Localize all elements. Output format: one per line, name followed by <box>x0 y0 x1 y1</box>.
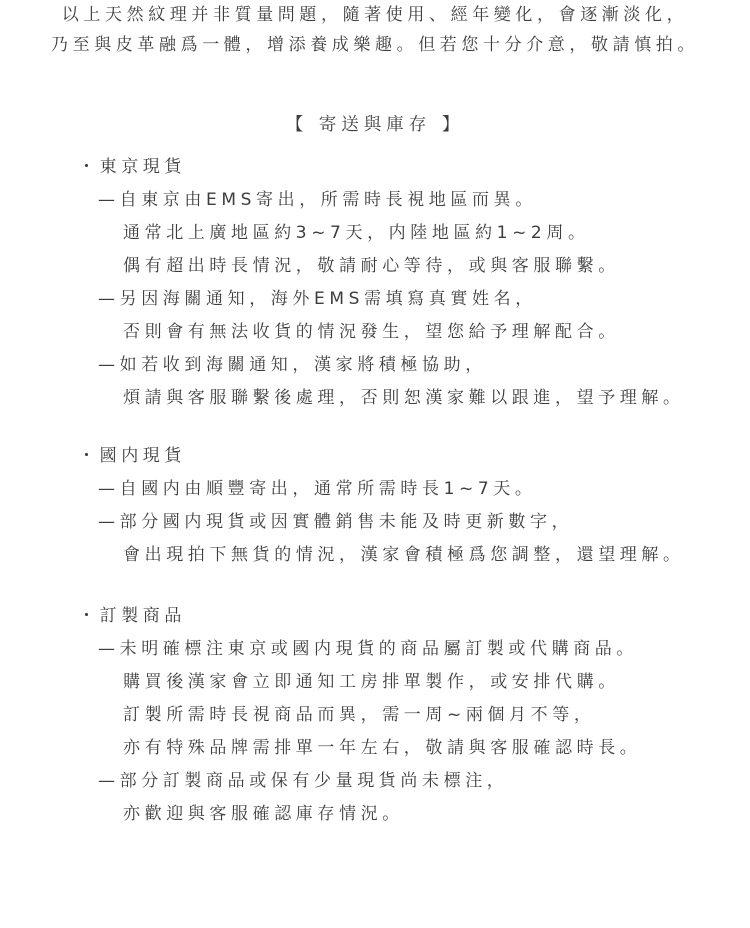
list-item: —自國内由順豐寄出，通常所需時長1~7天。 <box>98 479 537 499</box>
section-heading: ・訂製商品 <box>78 606 186 626</box>
list-item-continued: 購買後漢家會立即通知工房排單製作，或安排代購。 <box>123 672 620 692</box>
list-item: —部分國内現貨或因實體銷售未能及時更新數字， <box>98 512 574 532</box>
list-item: —未明確標注東京或國内現貨的商品屬訂製或代購商品。 <box>98 639 638 659</box>
list-item-continued: 否則會有無法收貨的情況發生，望您給予理解配合。 <box>123 322 620 342</box>
section-title-shipping-stock: 【 寄送與庫存 】 <box>285 115 465 135</box>
section-heading: ・東京現貨 <box>78 157 186 177</box>
list-item: —自東京由EMS寄出，所需時長視地區而異。 <box>98 190 537 210</box>
list-item-continued: 偶有超出時長情況，敬請耐心等待，或與客服聯繫。 <box>123 256 620 276</box>
list-item: —另因海關通知，海外EMS需填寫真實姓名， <box>98 289 537 309</box>
list-item-continued: 煩請與客服聯繫後處理，否則恕漢家難以跟進，望予理解。 <box>123 388 685 408</box>
intro-line-1: 以上天然紋理并非質量問題，隨著使用、經年變化，會逐漸淡化， <box>61 5 689 25</box>
list-item-continued: 亦有特殊品牌需排單一年左右，敬請與客服確認時長。 <box>123 738 642 758</box>
list-item-continued: 通常北上廣地區約3~7天，内陸地區約1~2周。 <box>123 223 590 243</box>
list-item: —部分訂製商品或保有少量現貨尚未標注， <box>98 771 509 791</box>
list-item: —如若收到海關通知，漢家將積極協助， <box>98 355 487 375</box>
list-item-continued: 會出現拍下無貨的情況，漢家會積極爲您調整，還望理解。 <box>123 545 685 565</box>
intro-line-2: 乃至與皮革融爲一體，增添養成樂趣。但若您十分介意，敬請慎拍。 <box>51 35 699 55</box>
list-item-continued: 訂製所需時長視商品而異，需一周~兩個月不等， <box>123 705 596 725</box>
list-item-continued: 亦歡迎與客服確認庫存情況。 <box>123 804 404 824</box>
section-heading: ・國内現貨 <box>78 446 186 466</box>
